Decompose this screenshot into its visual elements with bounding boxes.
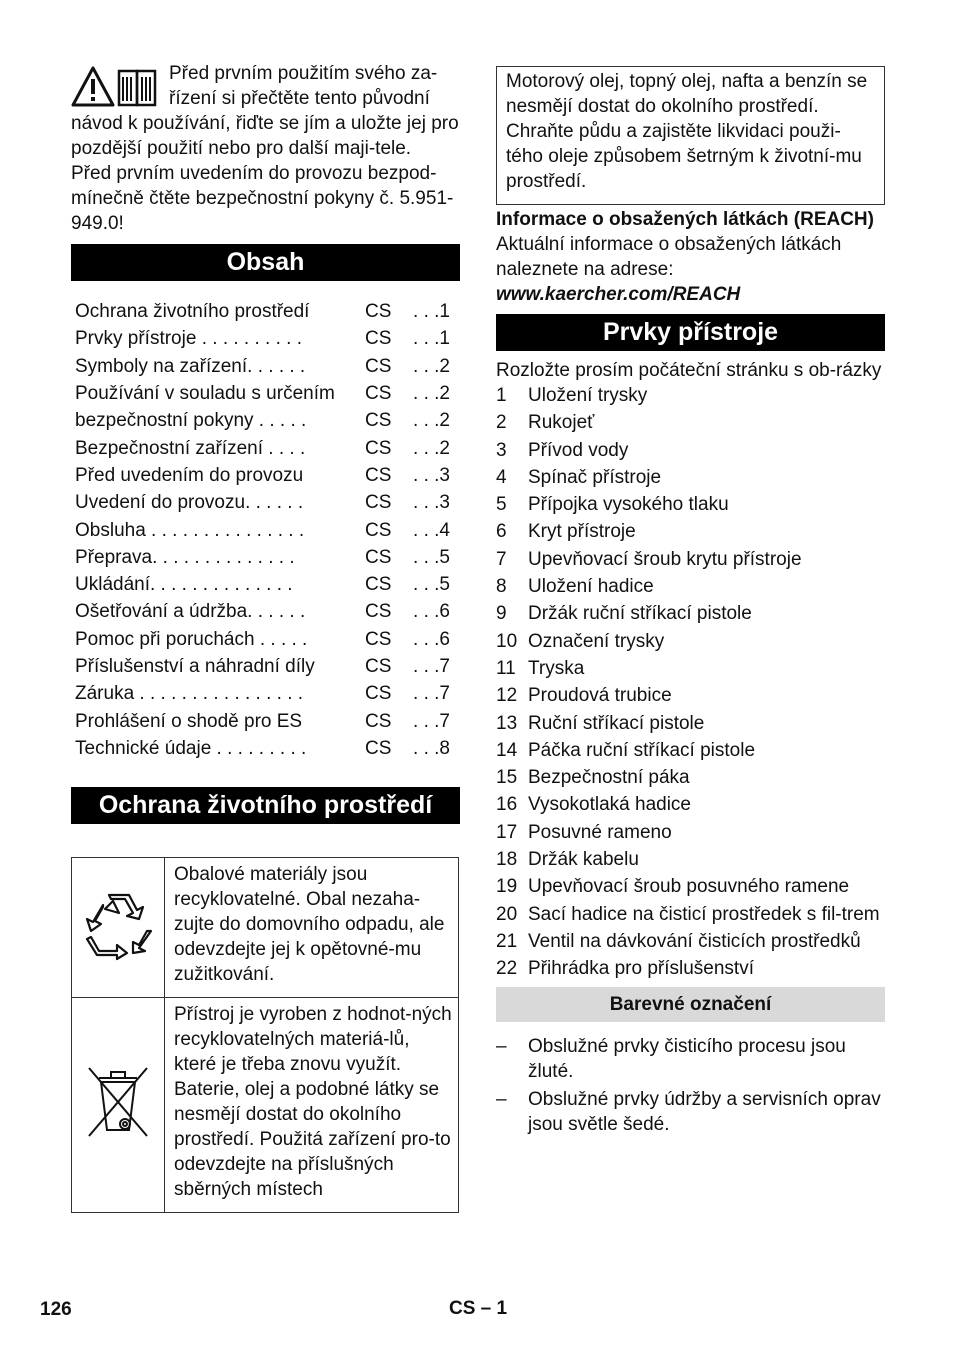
- bullet-dash: –: [496, 1089, 507, 1111]
- part-number: 4: [496, 466, 507, 488]
- toc-entry-page: . . .6: [413, 601, 450, 623]
- toc-entry-title: Před uvedením do provozu: [75, 464, 304, 486]
- part-label: Upevňovací šroub posuvného ramene: [528, 876, 850, 898]
- parts-list-item: [496, 601, 885, 626]
- part-number: 14: [496, 739, 518, 761]
- part-label: Uložení hadice: [528, 576, 654, 598]
- parts-list-item: [496, 902, 885, 927]
- toc-entry-lang: CS: [365, 737, 392, 759]
- toc-leader-dots: . . . . . . . . . . . . . . .: [145, 519, 305, 541]
- parts-list-item: [496, 820, 885, 845]
- parts-list-item: [496, 656, 885, 681]
- toc-entry-title: Používání v souladu s určením: [75, 383, 335, 405]
- part-number: 17: [496, 821, 518, 843]
- toc-row[interactable]: [71, 707, 460, 734]
- part-number: 15: [496, 767, 518, 789]
- color-coding-text: Obslužné prvky údržby a servisních oprav jsou světle šedé.: [528, 1089, 881, 1136]
- toc-entry-title: Ukládání: [75, 574, 150, 596]
- right-column: [496, 66, 885, 1140]
- crossed-bin-icon: [81, 1060, 155, 1144]
- toc-entry-lang: CS: [365, 464, 392, 486]
- part-number: 7: [496, 548, 507, 570]
- environment-text-disposal: Přístroj je vyroben z hodnot-ných recyklovatelných materiá-lů, které je třeba znovu využít. Baterie, olej a podobné látky se nesmějí dostat do okolního prostředí. Použitá zařízení pro-to odevzdejte na příslušných sběrných místech: [165, 998, 459, 1213]
- toc-entry-lang: CS: [365, 355, 392, 377]
- page-number: 126: [40, 1299, 72, 1320]
- part-number: 19: [496, 876, 518, 898]
- environment-icon-cell: [72, 998, 165, 1213]
- part-number: 22: [496, 958, 518, 980]
- part-number: 5: [496, 494, 507, 516]
- part-number: 12: [496, 685, 518, 707]
- page-code: CS – 1: [449, 1298, 508, 1319]
- environment-icon-cell: [72, 858, 165, 998]
- part-number: 13: [496, 712, 518, 734]
- parts-list-item: [496, 519, 885, 544]
- part-label: Tryska: [528, 657, 585, 679]
- toc-leader-dots: . . . . . . . . . . . . . .: [150, 574, 293, 596]
- toc-entry-page: . . .6: [413, 628, 450, 650]
- parts-list-item: [496, 465, 885, 490]
- parts-list-item: [496, 792, 885, 817]
- part-label: Přihrádka pro příslušenství: [528, 958, 754, 980]
- reach-text: Aktuální informace o obsažených látkách naleznete na adrese:: [496, 234, 842, 280]
- toc-entry-lang: CS: [365, 683, 392, 705]
- part-label: Držák ruční stříkací pistole: [528, 603, 752, 625]
- parts-list-item: [496, 383, 885, 408]
- toc-entry-title: Symboly na zařízení: [75, 355, 248, 377]
- parts-list-item: [496, 492, 885, 517]
- toc-entry-page: . . .5: [413, 574, 450, 596]
- toc-entry-page: . . .1: [413, 301, 450, 323]
- toc-entry-title: Ošetřování a údržba: [75, 601, 248, 623]
- toc-row[interactable]: [71, 434, 460, 461]
- part-number: 1: [496, 385, 507, 406]
- toc-entry-lang: CS: [365, 301, 392, 323]
- part-number: 21: [496, 930, 518, 952]
- part-number: 3: [496, 439, 507, 461]
- toc-row[interactable]: [71, 353, 460, 380]
- toc-entry-title: Příslušenství a náhradní díly: [75, 656, 315, 677]
- part-number: 20: [496, 903, 518, 925]
- toc-entry-lang: CS: [365, 383, 392, 405]
- toc-entry-page: . . .7: [413, 656, 450, 677]
- toc-entry-lang: CS: [365, 628, 392, 650]
- part-number: 18: [496, 849, 518, 871]
- bullet-dash: –: [496, 1036, 507, 1058]
- toc-entry-lang: CS: [365, 519, 392, 541]
- parts-list-item: [496, 929, 885, 954]
- toc-leader-dots: . . . . .: [254, 628, 308, 650]
- toc-leader-dots: . . . . . . . . . . . . . . . .: [134, 683, 304, 705]
- reach-url-link[interactable]: www.kaercher.com/REACH: [496, 284, 741, 305]
- toc-entry-title: Obsluha: [75, 519, 146, 541]
- toc-row[interactable]: [71, 626, 460, 653]
- toc-leader-dots: . . . . . . . . . .: [196, 328, 302, 350]
- parts-list-item: [496, 711, 885, 736]
- color-coding-title: Barevné označení: [496, 987, 885, 1022]
- part-number: 6: [496, 521, 507, 543]
- toc-entry-page: . . .2: [413, 383, 450, 405]
- environment-text-recycle: Obalové materiály jsou recyklovatelné. Obal nezaha-zujte do domovního odpadu, ale odevzdejte jej k opětovné-mu zužitkování.: [165, 858, 459, 998]
- part-label: Přípojka vysokého tlaku: [528, 494, 729, 516]
- toc-entry-title: Záruka: [75, 683, 135, 705]
- part-label: Držák kabelu: [528, 849, 639, 871]
- part-label: Spínač přístroje: [528, 466, 662, 488]
- toc-entry-title: Prohlášení o shodě pro ES: [75, 710, 303, 732]
- toc-entry-lang: CS: [365, 410, 392, 432]
- toc-entry-page: . . .3: [413, 492, 450, 514]
- toc-entry-title: Ochrana životního prostředí: [75, 301, 310, 323]
- toc-entry-page: . . .3: [413, 464, 450, 486]
- part-label: Přívod vody: [528, 439, 629, 461]
- environment-table: [71, 857, 459, 1213]
- toc-row[interactable]: [71, 489, 460, 516]
- environment-row-recycle: [72, 858, 459, 998]
- toc-row[interactable]: [71, 298, 460, 325]
- toc-row[interactable]: [71, 598, 460, 625]
- toc-row[interactable]: [71, 680, 460, 707]
- toc-row[interactable]: [71, 544, 460, 571]
- environment-title: Ochrana životního prostředí: [71, 787, 460, 824]
- toc-table: [71, 298, 460, 762]
- toc-entry-page: . . .2: [413, 355, 450, 377]
- oil-notice-box: Motorový olej, topný olej, nafta a benzín se nesmějí dostat do okolního prostředí. Chraňte půdu a zajistěte likvidaci použi-tého oleje způsobem šetrným k životní-mu prostředí.: [496, 66, 885, 205]
- toc-entry-title: Uvedení do provozu: [75, 492, 246, 514]
- parts-list: [496, 383, 885, 981]
- toc-entry-page: . . .2: [413, 437, 450, 459]
- toc-leader-dots: . . . .: [263, 437, 306, 459]
- parts-list-item: [496, 738, 885, 763]
- part-number: 2: [496, 412, 507, 434]
- parts-list-item: [496, 629, 885, 654]
- part-number: 11: [496, 657, 516, 679]
- part-label: Rukojeť: [528, 412, 595, 434]
- parts-list-item: [496, 956, 885, 981]
- environment-row-disposal: [72, 998, 459, 1213]
- parts-list-item: [496, 683, 885, 708]
- toc-row[interactable]: [71, 516, 460, 543]
- toc-entry-page: . . .2: [413, 410, 450, 432]
- warning-manual-icon: [71, 65, 161, 109]
- toc-entry-page: . . .7: [413, 710, 450, 732]
- part-label: Označení trysky: [528, 630, 665, 652]
- part-label: Páčka ruční stříkací pistole: [528, 739, 756, 761]
- parts-list-item: [496, 765, 885, 790]
- toc-row[interactable]: [71, 462, 460, 489]
- recycle-icon: [81, 887, 155, 961]
- part-label: Ventil na dávkování čisticích prostředků: [528, 930, 861, 952]
- toc-row[interactable]: [71, 653, 460, 680]
- reach-title: Informace o obsažených látkách (REACH): [496, 209, 874, 230]
- toc-entry-page: . . .1: [413, 328, 450, 350]
- color-coding-text: Obslužné prvky čisticího procesu jsou žluté.: [528, 1036, 846, 1083]
- toc-leader-dots: . . . . . .: [247, 601, 306, 623]
- part-label: Vysokotlaká hadice: [528, 794, 692, 816]
- part-label: Upevňovací šroub krytu přístroje: [528, 548, 802, 570]
- toc-entry-title: Bezpečnostní zařízení: [75, 437, 263, 459]
- part-number: 10: [496, 630, 518, 652]
- toc-row[interactable]: [71, 380, 460, 407]
- toc-entry-page: . . .4: [413, 519, 450, 541]
- toc-leader-dots: . . . . . .: [247, 355, 306, 377]
- toc-leader-dots: . . . . . . . . . . . . . .: [152, 546, 295, 568]
- toc-entry-lang: CS: [365, 601, 392, 623]
- toc-entry-page: . . .7: [413, 683, 450, 705]
- color-coding-item: [496, 1087, 885, 1137]
- toc-entry-lang: CS: [365, 546, 392, 568]
- parts-title: Prvky přístroje: [496, 314, 885, 351]
- toc-entry-lang: CS: [365, 574, 392, 596]
- toc-title: Obsah: [71, 244, 460, 281]
- part-number: 8: [496, 576, 507, 598]
- toc-entry-title: Pomoc při poruchách: [75, 628, 255, 650]
- left-column: [71, 61, 460, 1200]
- intro-block: [71, 61, 460, 236]
- parts-list-item: [496, 410, 885, 435]
- part-label: Proudová trubice: [528, 685, 672, 707]
- toc-entry-page: . . .8: [413, 737, 450, 759]
- toc-entry-title: Přeprava: [75, 546, 153, 568]
- toc-entry-lang: CS: [365, 710, 392, 732]
- part-label: Posuvné rameno: [528, 821, 672, 843]
- toc-leader-dots: . . . . .: [253, 410, 307, 432]
- toc-entry-lang: CS: [365, 328, 392, 350]
- parts-list-item: [496, 547, 885, 572]
- toc-row[interactable]: [71, 407, 460, 434]
- part-label: Bezpečnostní páka: [528, 767, 690, 789]
- toc-row[interactable]: [71, 325, 460, 352]
- part-label: Kryt přístroje: [528, 521, 636, 543]
- toc-row[interactable]: [71, 571, 460, 598]
- toc-entry-lang: CS: [365, 656, 392, 677]
- parts-list-item: [496, 574, 885, 599]
- color-coding-list: [496, 1034, 885, 1137]
- intro-text-2: Před prvním uvedením do provozu bezpod-mínečně čtěte bezpečnostní pokyny č. 5.951-949.0!: [71, 163, 454, 234]
- part-label: Ruční stříkací pistole: [528, 712, 705, 734]
- parts-intro: Rozložte prosím počáteční stránku s ob-rázky: [496, 360, 882, 381]
- toc-leader-dots: . . . . . . . . .: [211, 737, 307, 759]
- toc-leader-dots: . . . . . .: [245, 492, 304, 514]
- toc-entry-title: Technické údaje: [75, 737, 212, 759]
- toc-entry-title: Prvky přístroje: [75, 328, 197, 350]
- toc-entry-lang: CS: [365, 492, 392, 514]
- color-coding-item: [496, 1034, 885, 1084]
- intro-icons: [71, 65, 161, 109]
- intro-text-1: Před prvním použitím svého za-řízení si přečtěte tento původní návod k používání, řiďte se jím a uložte jej pro pozdější použití nebo pro další maji-tele.: [71, 63, 459, 159]
- part-label: Uložení trysky: [528, 385, 648, 406]
- toc-entry-lang: CS: [365, 437, 392, 459]
- toc-row[interactable]: [71, 735, 460, 762]
- toc-entry-title: bezpečnostní pokyny: [75, 410, 254, 432]
- part-label: Sací hadice na čisticí prostředek s fil-trem: [528, 903, 880, 925]
- parts-list-item: [496, 847, 885, 872]
- part-number: 9: [496, 603, 507, 625]
- parts-list-item: [496, 874, 885, 899]
- toc-entry-page: . . .5: [413, 546, 450, 568]
- part-number: 16: [496, 794, 518, 816]
- parts-list-item: [496, 438, 885, 463]
